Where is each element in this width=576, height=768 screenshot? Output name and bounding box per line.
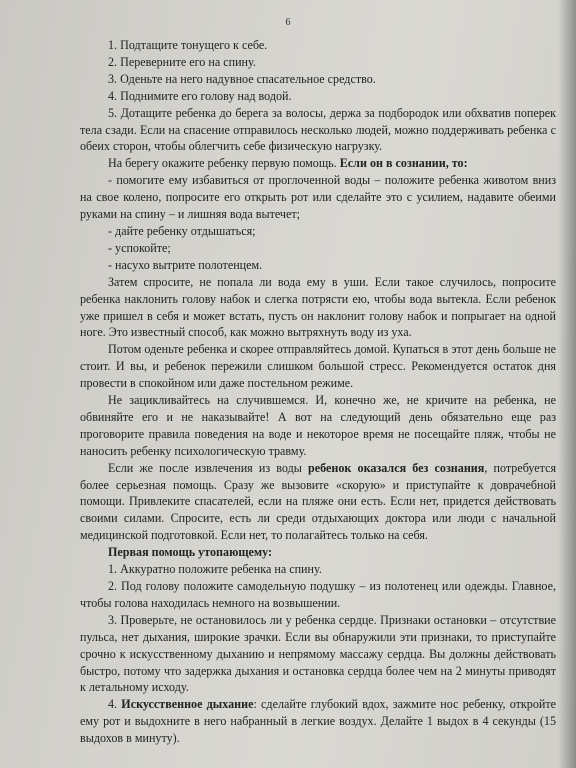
step-item: 2. Под голову положите самодельную подушку – из полотенец или одежды. Главное, чтобы голова находилась немного на возвышении.: [80, 579, 556, 610]
shore-intro: На берегу окажите ребенку первую помощь.: [108, 156, 337, 171]
list-item: 4. Поднимите его голову над водой.: [108, 88, 292, 103]
step-item-4: [80, 696, 556, 747]
step4-bold: Искусственное дыхание: [121, 697, 254, 712]
step-item: 3. Проверьте, не остановилось ли у ребенка сердце. Признаки остановки – отсутствие пульса, нет дыхания, широкие зрачки. Если вы обнаружили эти признаки, то приступайте срочно к искусственному дыханию и непрямому массажу сердца. Вы должны действовать быстро, потому что задержка дыхания и остановка сердца более чем на 2 минуты приводят к летальному исходу.: [80, 612, 556, 695]
section-title-text: Первая помощь утопающему:: [108, 545, 273, 560]
dash-item: - насухо вытрите полотенцем.: [108, 257, 263, 272]
list-item: 3. Оденьте на него надувное спасательное средство.: [108, 71, 376, 86]
dash-item: - помогите ему избавиться от проглоченной воды – положите ребенка животом вниз на свое колено, попросите его открыть рот или сделайте это с усилием, надавите обеими руками на спину – и лишняя вода вытечет;: [80, 173, 556, 222]
list-item: 5. Дотащите ребенка до берега за волосы, держа за подбородок или обхватив поперек тела сзади. Если на спасение отправилось несколько людей, можно поддерживать ребенка с обеих сторон, чтобы облегчить себе физическую нагрузку.: [80, 105, 556, 154]
ears-paragraph: Затем спросите, не попала ли вода ему в уши. Если такое случилось, попросите ребенка наклонить голову набок и слегка потрясти ею, чтобы вода вытекла. Если ребенок уже пришел в себя и может встать, пусть он наклонит голову набок и попрыгает на одной ноге. Это известный способ, как можно вытряхнуть воду из уха.: [80, 274, 556, 340]
shore-paragraph: [80, 155, 556, 172]
dwell-paragraph: Не зацикливайтесь на случившемся. И, конечно же, не кричите на ребенка, не обвиняйте его и не наказывайте! А вот на следующий день обязательно еще раз проговорите правила поведения на воде и некоторое время не посещайте пляж, чтобы не наносить ребенку психологическую травму.: [80, 393, 556, 458]
unconscious-paragraph: [80, 460, 556, 545]
home-paragraph: Потом оденьте ребенка и скорее отправляйтесь домой. Купаться в этот день больше не стоит. И вы, и ребенок пережили слишком большой стресс. Рекомендуется остаток дня провести в спокойном или даже постельном режиме.: [80, 342, 556, 391]
unconscious-intro: Если же после извлечения из воды: [108, 460, 302, 475]
list-item: 2. Переверните его на спину.: [108, 54, 256, 69]
step4-text: : сделайте глубокий вдох, зажмите нос ребенку, откройте ему рот и выдохните в него набранный в легкие воздух. Делайте 1 выдох в 4 секунды (15 выдохов в минуту).: [80, 697, 556, 746]
step4-number: 4.: [108, 697, 118, 712]
dash-item: - дайте ребенку отдышаться;: [108, 223, 256, 238]
step-item: 1. Аккуратно положите ребенка на спину.: [108, 562, 322, 577]
document-body: [80, 37, 556, 747]
unconscious-text: , потребуется более серьезная помощь. Сразу же вызовите «скорую» и приступайте к доврачебной помощи. Привлеките спасателей, если на пляже они есть. Если нет, придется действовать своими силами. Спросите, есть ли среди отдыхающих доктора или люди с начальной медицинской подготовкой. Если нет, то полагайтесь только на себя.: [80, 460, 557, 543]
page-shadow: [558, 0, 576, 768]
page-number: 6: [285, 17, 291, 28]
shore-bold: Если он в сознании, то:: [339, 156, 468, 171]
unconscious-bold: ребенок оказался без сознания: [308, 460, 485, 475]
dash-item: - успокойте;: [108, 240, 171, 255]
section-title: [80, 544, 556, 561]
list-item: 1. Подтащите тонущего к себе.: [108, 38, 268, 52]
